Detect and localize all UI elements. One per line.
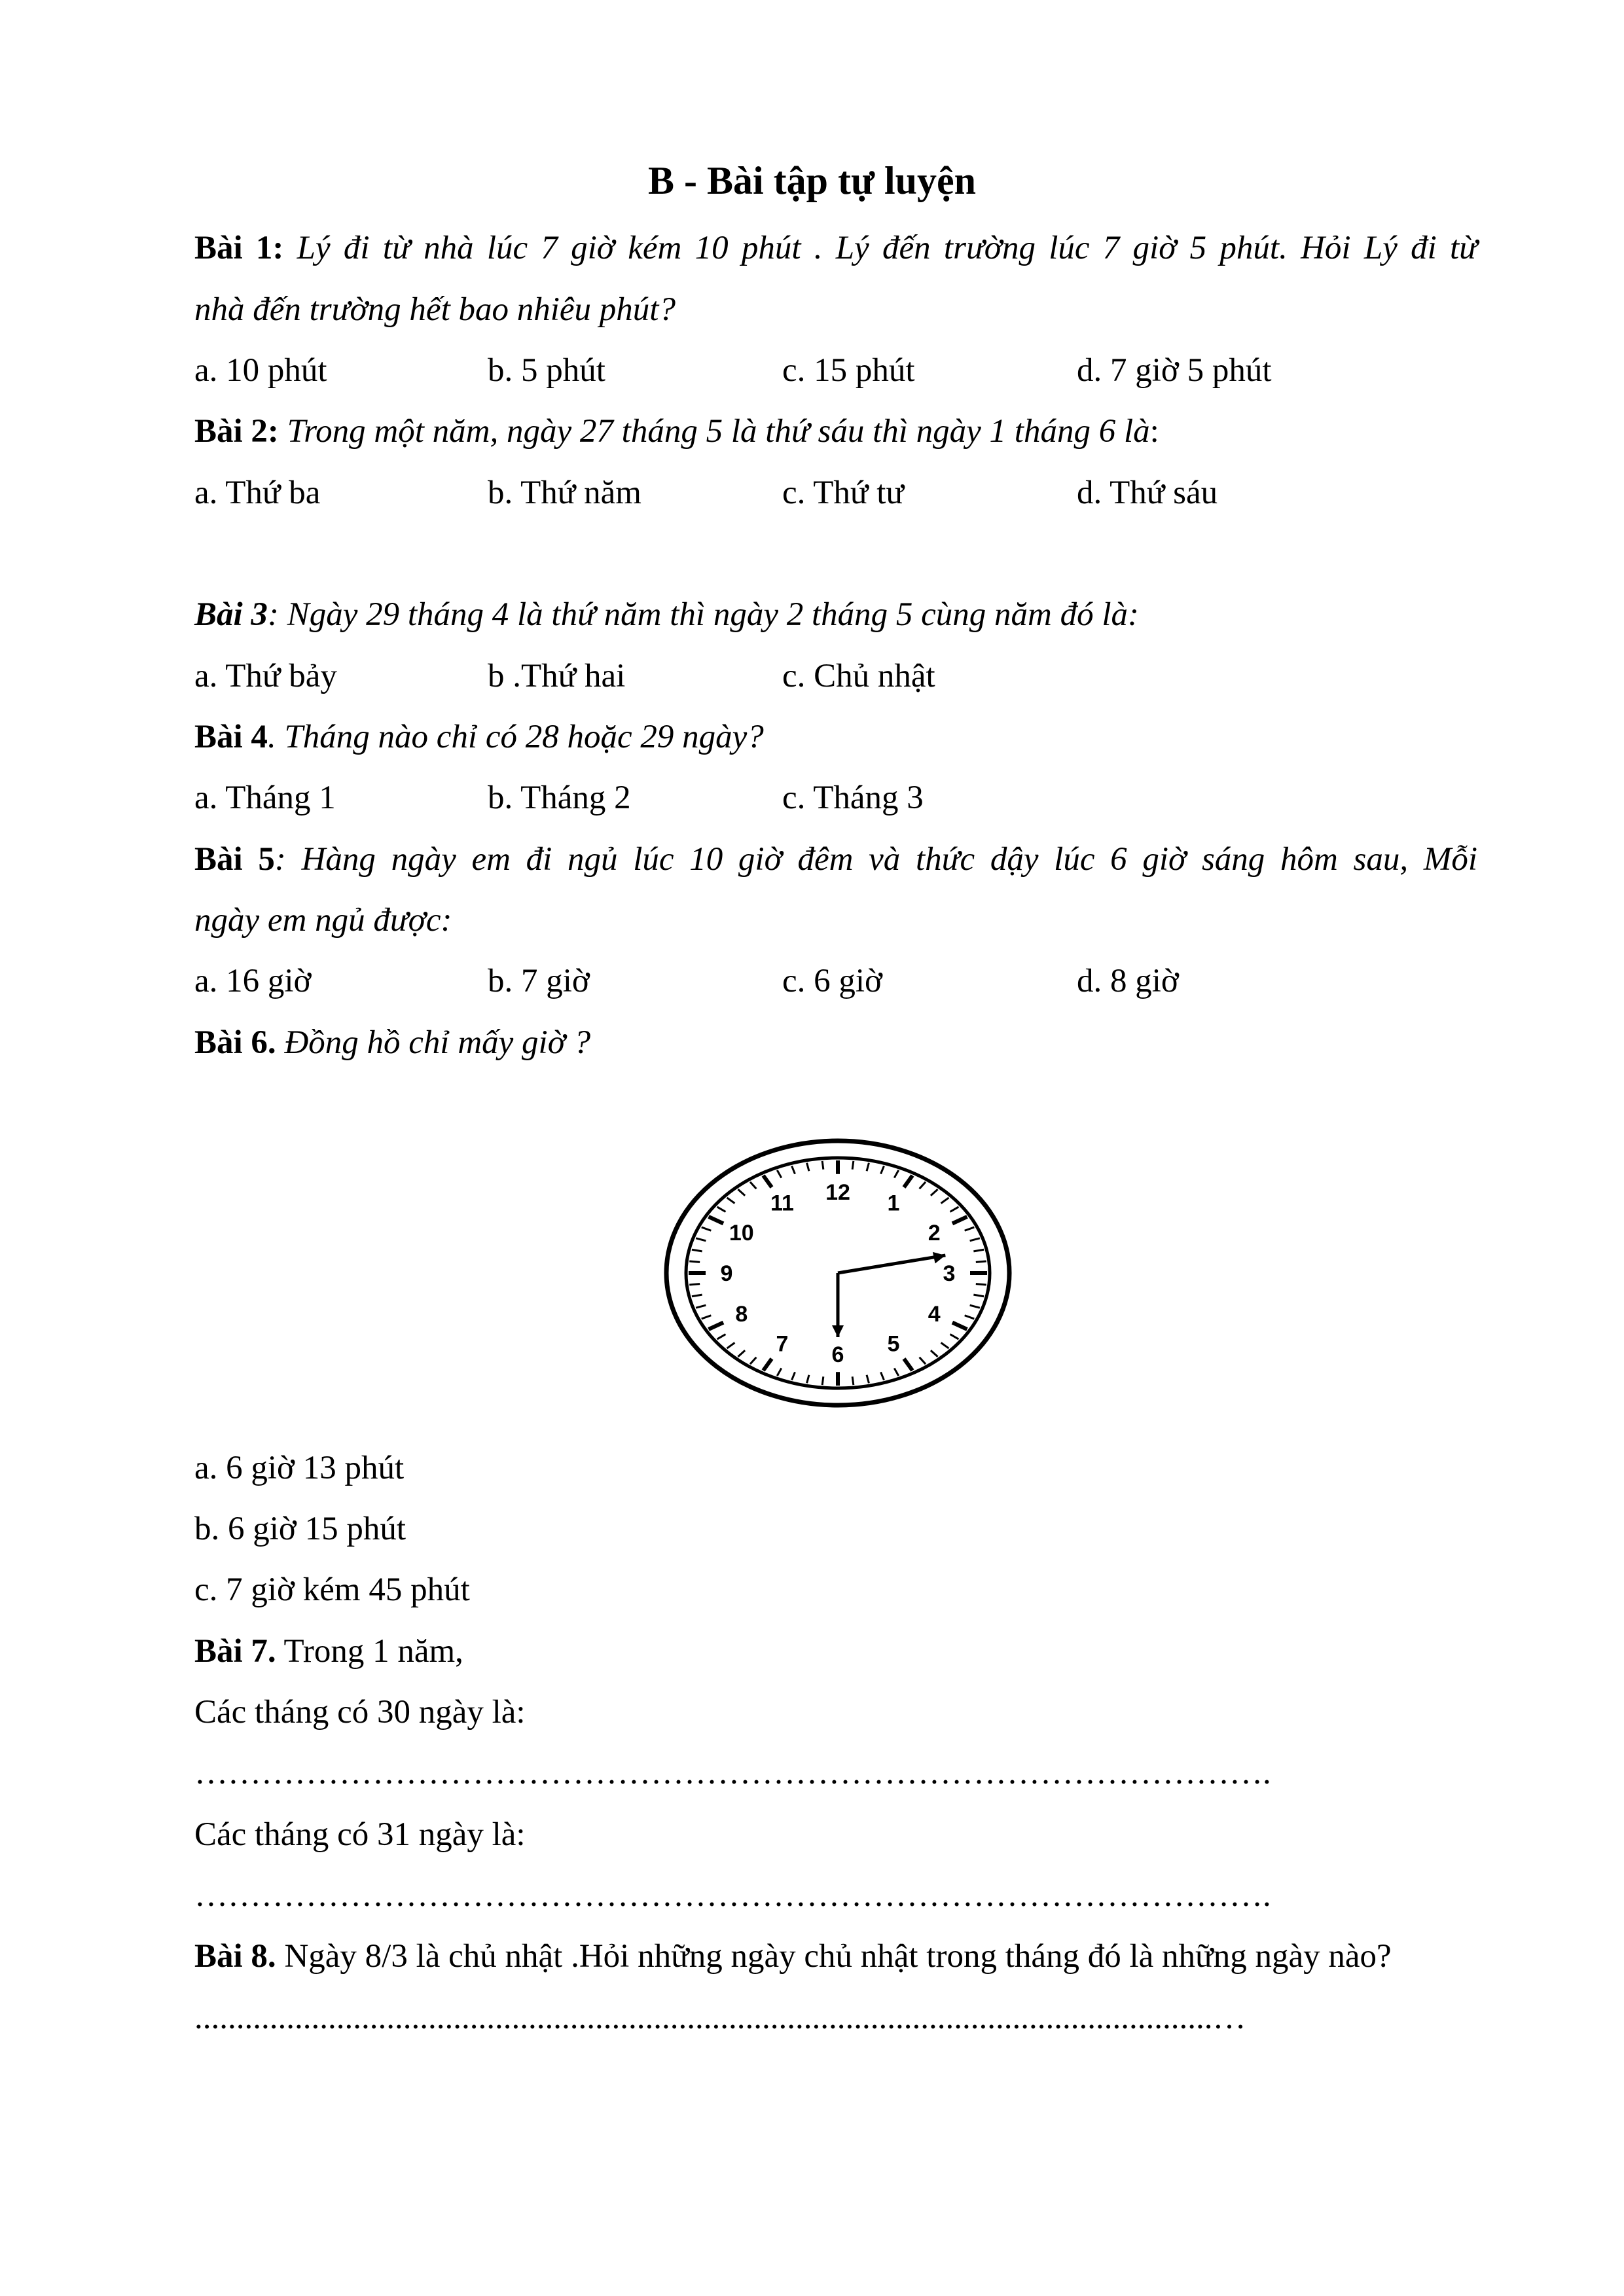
option-c[interactable]: c. 15 phút bbox=[782, 352, 915, 389]
clock-numeral: 10 bbox=[729, 1221, 754, 1246]
clock-numeral: 5 bbox=[887, 1331, 900, 1357]
clock-tick bbox=[822, 1161, 823, 1170]
clock-tick bbox=[976, 1284, 986, 1285]
clock-tick bbox=[852, 1376, 854, 1385]
page-title: B - Bài tập tự luyện bbox=[647, 159, 977, 202]
answer-blank-question-8[interactable]: ..........................................................................................................................… bbox=[194, 2000, 1246, 2036]
clock-numeral: 9 bbox=[720, 1261, 733, 1286]
option-a[interactable]: a. Thứ bảy bbox=[194, 658, 337, 694]
option-c[interactable]: c. 6 giờ bbox=[782, 963, 883, 999]
question-6-option-b[interactable]: b. 6 giờ 15 phút bbox=[194, 1511, 406, 1547]
option-b[interactable]: b. Thứ năm bbox=[488, 475, 641, 511]
question-2 bbox=[194, 410, 1477, 452]
question-3-text: : Ngày 29 tháng 4 là thứ năm thì ngày 2 tháng 5 cùng năm đó là: bbox=[267, 596, 1139, 633]
question-5-line-1 bbox=[194, 838, 1477, 880]
clock-numeral: 1 bbox=[887, 1191, 900, 1216]
clock-numeral: 11 bbox=[770, 1191, 794, 1216]
question-3-label: Bài 3 bbox=[194, 596, 268, 633]
option-d[interactable]: d. 7 giờ 5 phút bbox=[1077, 352, 1272, 389]
option-c[interactable]: c. Chủ nhật bbox=[782, 658, 935, 694]
question-6-option-c[interactable]: c. 7 giờ kém 45 phút bbox=[194, 1571, 470, 1608]
question-6-label: Bài 6. bbox=[194, 1024, 276, 1061]
option-b[interactable]: b .Thứ hai bbox=[488, 658, 626, 694]
question-2-label: Bài 2: bbox=[194, 413, 279, 450]
clock-tick bbox=[689, 1284, 700, 1285]
question-6-option-a[interactable]: a. 6 giờ 13 phút bbox=[194, 1450, 405, 1486]
clock-numeral: 4 bbox=[928, 1302, 941, 1327]
question-4 bbox=[194, 716, 1477, 758]
question-1-line-1 bbox=[194, 227, 1477, 269]
question-7-text: Trong 1 năm, bbox=[276, 1633, 463, 1670]
answer-blank-30-days[interactable]: ……………………………………………………………………………………. bbox=[194, 1755, 1271, 1791]
question-7 bbox=[194, 1630, 1477, 1672]
question-5-line-2: ngày em ngủ được: bbox=[194, 902, 452, 939]
question-8 bbox=[194, 1935, 1477, 1977]
option-c[interactable]: c. Thứ tư bbox=[782, 475, 905, 511]
clock-numeral: 8 bbox=[735, 1302, 748, 1327]
question-3 bbox=[194, 594, 1477, 636]
question-4-label: Bài 4 bbox=[194, 719, 268, 755]
answer-blank-31-days[interactable]: ……………………………………………………………………………………. bbox=[194, 1877, 1271, 1914]
question-7-30-days-label: Các tháng có 30 ngày là: bbox=[194, 1694, 526, 1731]
clock-numeral: 12 bbox=[825, 1180, 850, 1205]
question-8-label: Bài 8. bbox=[194, 1938, 276, 1975]
option-a[interactable]: a. 16 giờ bbox=[194, 963, 312, 999]
option-d[interactable]: d. Thứ sáu bbox=[1077, 475, 1218, 511]
question-2-text: Trong một năm, ngày 27 tháng 5 là thứ sáu thì ngày 1 tháng 6 là bbox=[287, 413, 1150, 450]
question-1-line-2: nhà đến trường hết bao nhiêu phút? bbox=[194, 291, 676, 328]
option-c[interactable]: c. Tháng 3 bbox=[782, 780, 924, 816]
question-6 bbox=[194, 1022, 1477, 1064]
question-7-31-days-label: Các tháng có 31 ngày là: bbox=[194, 1816, 526, 1853]
clock-tick bbox=[976, 1261, 986, 1262]
question-5-label: Bài 5 bbox=[194, 841, 275, 878]
option-b[interactable]: b. 7 giờ bbox=[488, 963, 590, 999]
option-b[interactable]: b. 5 phút bbox=[488, 352, 605, 389]
question-8-text: Ngày 8/3 là chủ nhật .Hỏi những ngày chủ nhật trong tháng đó là những ngày nào? bbox=[276, 1938, 1392, 1975]
clock-tick bbox=[689, 1261, 700, 1262]
question-2-colon: : bbox=[1149, 413, 1159, 450]
option-a[interactable]: a. Thứ ba bbox=[194, 475, 321, 511]
question-1-text: Lý đi từ nhà lúc 7 giờ kém 10 phút . Lý đến trường lúc 7 giờ 5 phút. Hỏi Lý đi từ bbox=[297, 230, 1477, 266]
question-4-text: . Tháng nào chỉ có 28 hoặc 29 ngày? bbox=[267, 719, 764, 755]
option-a[interactable]: a. Tháng 1 bbox=[194, 780, 336, 816]
question-6-text: Đồng hồ chỉ mấy giờ ? bbox=[276, 1024, 591, 1061]
clock-numeral: 2 bbox=[928, 1221, 941, 1246]
clock-numeral: 7 bbox=[776, 1331, 789, 1357]
clock-tick bbox=[852, 1161, 854, 1170]
option-b[interactable]: b. Tháng 2 bbox=[488, 780, 631, 816]
option-d[interactable]: d. 8 giờ bbox=[1077, 963, 1179, 999]
clock-numeral: 3 bbox=[943, 1261, 956, 1286]
question-7-label: Bài 7. bbox=[194, 1633, 276, 1670]
question-5-text: : Hàng ngày em đi ngủ lúc 10 giờ đêm và thức dậy lúc 6 giờ sáng hôm sau, Mỗi bbox=[274, 841, 1477, 878]
option-a[interactable]: a. 10 phút bbox=[194, 352, 327, 389]
question-1-label: Bài 1: bbox=[194, 230, 284, 266]
clock-numeral: 6 bbox=[831, 1342, 844, 1367]
clock-image bbox=[661, 1136, 1015, 1410]
clock-tick bbox=[822, 1376, 823, 1385]
